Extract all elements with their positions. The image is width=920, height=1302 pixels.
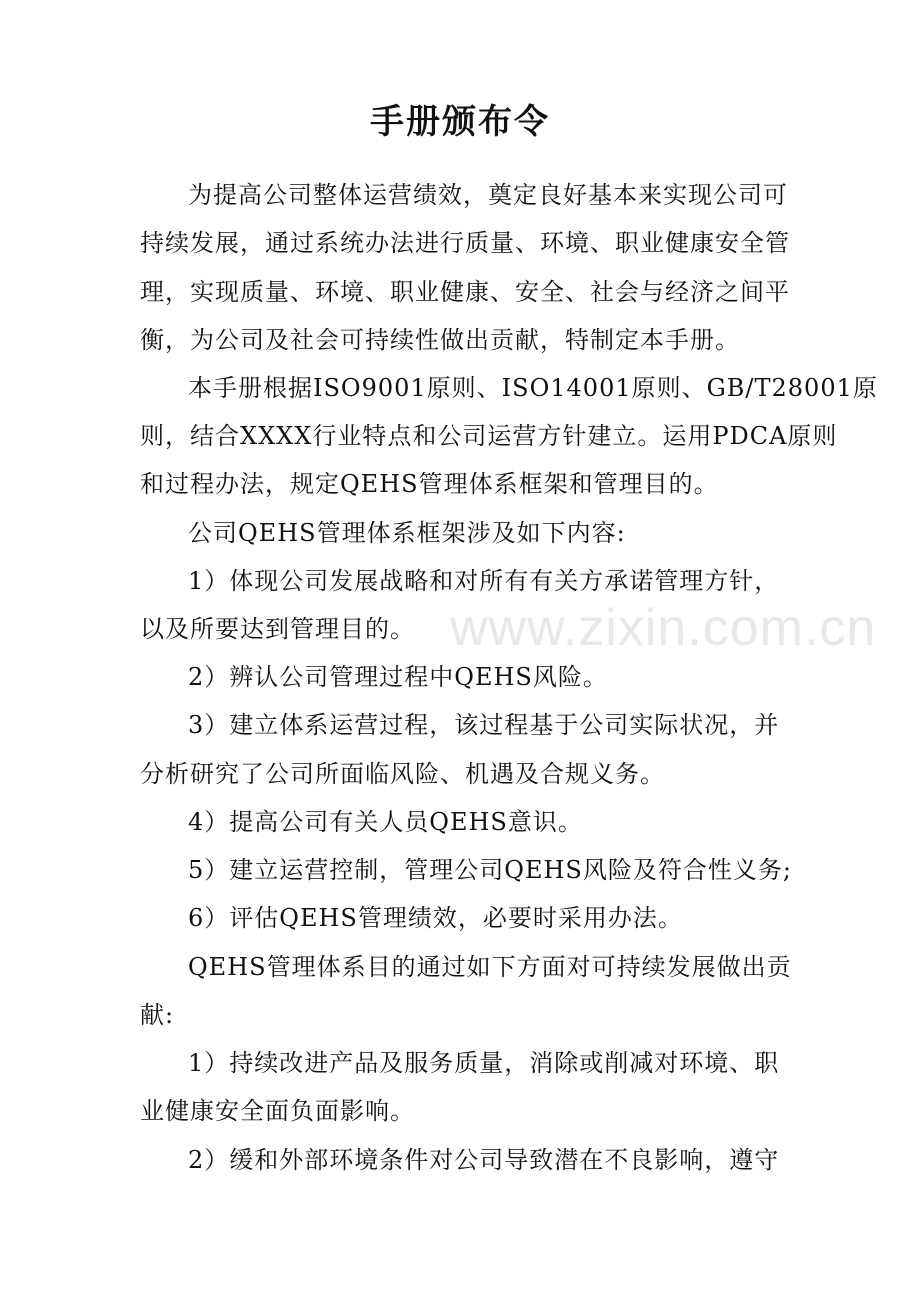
paragraph-line: 持续发展，通过系统办法进行质量、环境、职业健康安全管 [140, 229, 790, 257]
paragraph-line: 本手册根据ISO9001原则、ISO14001原则、GB/T28001原 [188, 374, 878, 402]
list-item-line: 1）体现公司发展战略和对所有有关方承诺管理方针， [188, 567, 780, 595]
paragraph-line: 则，结合XXXX行业特点和公司运营方针建立。运用PDCA原则 [140, 422, 838, 450]
list-item-line: 4）提高公司有关人员QEHS意识。 [188, 808, 583, 836]
paragraph-line: 为提高公司整体运营绩效，奠定良好基本来实现公司可 [188, 181, 788, 209]
list-item-line: 6）评估QEHS管理绩效，必要时采用办法。 [188, 904, 683, 932]
list-item-line: 2）辨认公司管理过程中QEHS风险。 [188, 663, 608, 691]
paragraph-line: 公司QEHS管理体系框架涉及如下内容: [188, 519, 626, 547]
paragraph-line: 献: [140, 1001, 175, 1029]
paragraph-line: QEHS管理体系目的通过如下方面对可持续发展做出贡 [188, 953, 792, 981]
list-item-line: 业健康安全面负面影响。 [140, 1097, 415, 1125]
paragraph-line: 和过程办法，规定QEHS管理体系框架和管理目的。 [140, 470, 719, 498]
paragraph-line: 理，实现质量、环境、职业健康、安全、社会与经济之间平 [140, 278, 790, 306]
paragraph-line: 衡，为公司及社会可持续性做出贡献，特制定本手册。 [140, 326, 740, 354]
list-item-line: 1）持续改进产品及服务质量，消除或削减对环境、职 [188, 1049, 780, 1077]
list-item-line: 3）建立体系运营过程，该过程基于公司实际状况，并 [188, 711, 780, 739]
list-item-line: 2）缓和外部环境条件对公司导致潜在不良影响，遵守 [188, 1146, 780, 1174]
list-item-line: 5）建立运营控制，管理公司QEHS风险及符合性义务; [188, 856, 792, 884]
list-item-line: 以及所要达到管理目的。 [140, 615, 415, 643]
list-item-line: 分析研究了公司所面临风险、机遇及合规义务。 [140, 760, 665, 788]
page-title: 手册颁布令 [370, 102, 550, 142]
watermark: www.zixin.com.cn [450, 599, 877, 657]
